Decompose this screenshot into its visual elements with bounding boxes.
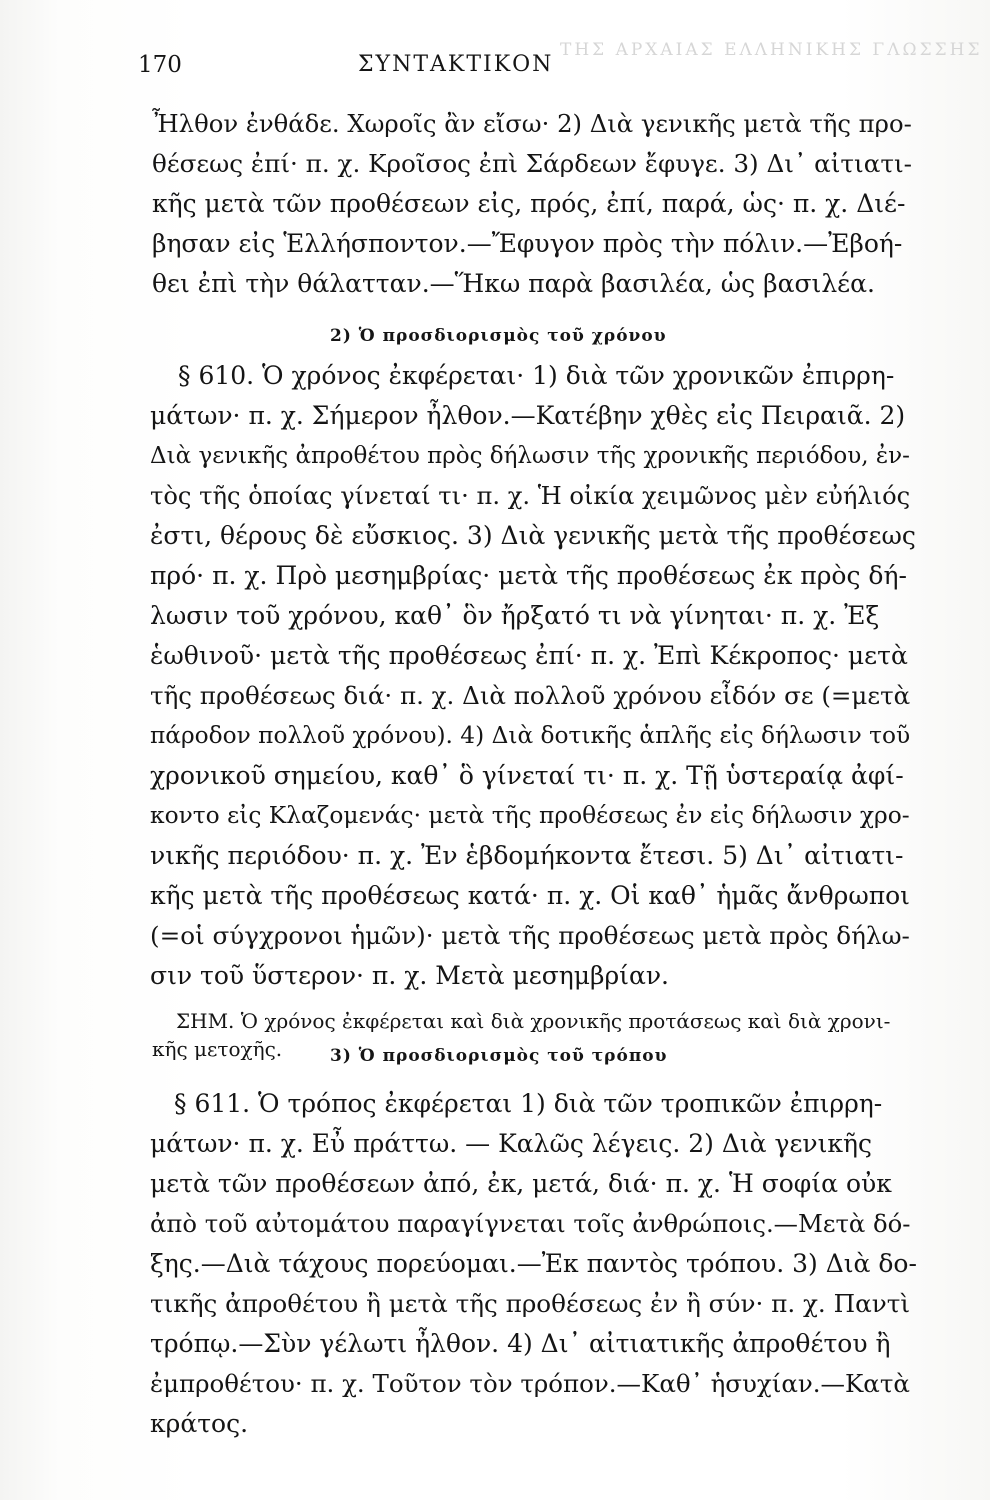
text-line: μάτων· π. χ. Σήμερον ἦλθον.—Κατέβην χθὲς εἰς Πειραιᾶ. 2) xyxy=(150,401,906,430)
text-line: πρό· π. χ. Πρὸ μεσημβρίας· μετὰ τῆς προθέσεως ἐκ πρὸς δή- xyxy=(150,561,907,590)
text-line: πάροδον πολλοῦ χρόνου). 4) Διὰ δοτικῆς ἁπλῆς εἰς δήλωσιν τοῦ xyxy=(150,722,911,749)
text-line: νικῆς περιόδου· π. χ. Ἐν ἑβδομήκοντα ἔτεσι. 5) Δι᾽ αἰτιατι- xyxy=(150,841,904,870)
text-line: ξης.—Διὰ τάχους πορεύομαι.—Ἐκ παντὸς τρόπου. 3) Διὰ δο- xyxy=(150,1249,917,1278)
text-line: ἐστι, θέρους δὲ εὔσκιος. 3) Διὰ γενικῆς μετὰ τῆς προθέσεως xyxy=(150,521,916,550)
text-line: κῆς μετὰ τῆς προθέσεως κατά· π. χ. Οἱ καθ᾽ ἡμᾶς ἄνθρωποι xyxy=(150,881,910,910)
text-line: κῆς μετὰ τῶν προθέσεων εἰς, πρός, ἐπί, παρά, ὡς· π. χ. Διέ- xyxy=(152,189,906,218)
text-line: Ἦλθον ἐνθάδε. Χωροῖς ἂν εἴσω· 2) Διὰ γενικῆς μετὰ τῆς προ- xyxy=(152,109,912,138)
paragraph-610-first-line: § 610. Ὁ χρόνος ἐκφέρεται· 1) διὰ τῶν χρονικῶν ἐπιρρη- xyxy=(178,361,895,390)
text-line: (=οἱ σύγχρονοι ἡμῶν)· μετὰ τῆς προθέσεως μετὰ πρὸς δήλω- xyxy=(150,921,910,950)
text-line: Διὰ γενικῆς ἀπροθέτου πρὸς δήλωσιν τῆς χρονικῆς περιόδου, ἐν- xyxy=(150,443,910,469)
text-line: θει ἐπὶ τὴν θάλατταν.—Ἥκω παρὰ βασιλέα, ὡς βασιλέα. xyxy=(152,269,875,298)
text-line: μάτων· π. χ. Εὖ πράττω. — Καλῶς λέγεις. 2) Διὰ γενικῆς xyxy=(150,1129,873,1158)
bleed-through-text: ΤΗΣ ΑΡΧΑΙΑΣ ΕΛΛΗΝΙΚΗΣ ΓΛΩΣΣΗΣ xyxy=(560,40,983,60)
paragraph-611-first-line: § 611. Ὁ τρόπος ἐκφέρεται 1) διὰ τῶν τροπικῶν ἐπιρρη- xyxy=(174,1089,883,1118)
text-line: ἀπὸ τοῦ αὐτομάτου παραγίγνεται τοῖς ἀνθρώποις.—Μετὰ δό- xyxy=(150,1209,911,1238)
text-line: κράτος. xyxy=(150,1409,249,1438)
text-line: τρόπῳ.—Σὺν γέλωτι ἦλθον. 4) Δι᾽ αἰτιατικῆς ἀπροθέτου ἢ xyxy=(150,1329,891,1358)
text-line: θέσεως ἐπί· π. χ. Κροῖσος ἐπὶ Σάρδεων ἔφυγε. 3) Δι᾽ αἰτιατι- xyxy=(152,149,912,178)
note-line: κῆς μετοχῆς. xyxy=(152,1037,283,1061)
section-heading-time: 2) Ὁ προσδιορισμὸς τοῦ χρόνου xyxy=(330,326,667,346)
text-line: ἐμπροθέτου· π. χ. Τοῦτον τὸν τρόπον.—Καθ᾽ ἡσυχίαν.—Κατὰ xyxy=(150,1369,910,1398)
text-line: τικῆς ἀπροθέτου ἢ μετὰ τῆς προθέσεως ἐν ἢ σύν· π. χ. Παντὶ xyxy=(150,1289,910,1318)
page-number: 170 xyxy=(138,52,182,78)
text-line: τῆς προθέσεως διά· π. χ. Διὰ πολλοῦ χρόνου εἶδόν σε (=μετὰ xyxy=(150,681,911,710)
text-line: σιν τοῦ ὕστερον· π. χ. Μετὰ μεσημβρίαν. xyxy=(150,961,669,990)
text-line: τὸς τῆς ὁποίας γίνεταί τι· π. χ. Ἡ οἰκία χειμῶνος μὲν εὐήλιός xyxy=(150,482,911,510)
page-header xyxy=(138,52,898,88)
text-line: μετὰ τῶν προθέσεων ἀπό, ἐκ, μετά, διά· π. χ. Ἡ σοφία οὐκ xyxy=(150,1169,892,1198)
running-title: ΣΥΝΤΑΚΤΙΚΟΝ xyxy=(358,52,554,77)
section-heading-manner: 3) Ὁ προσδιορισμὸς τοῦ τρόπου xyxy=(330,1046,668,1066)
text-line: κοντο εἰς Κλαζομενάς· μετὰ τῆς προθέσεως ἐν εἰς δήλωσιν χρο- xyxy=(150,802,910,829)
text-line: χρονικοῦ σημείου, καθ᾽ ὃ γίνεταί τι· π. χ. Τῇ ὑστεραίᾳ ἀφί- xyxy=(150,761,904,790)
text-line: λωσιν τοῦ χρόνου, καθ᾽ ὃν ἤρξατό τι νὰ γίνηται· π. χ. Ἐξ xyxy=(150,601,880,630)
text-line: βησαν εἰς Ἑλλήσποντον.—Ἔφυγον πρὸς τὴν πόλιν.—Ἐβοή- xyxy=(152,229,903,258)
text-line: ἑωθινοῦ· μετὰ τῆς προθέσεως ἐπί· π. χ. Ἐπὶ Κέκροπος· μετὰ xyxy=(150,641,908,670)
note-line: ΣΗΜ. Ὁ χρόνος ἐκφέρεται καὶ διὰ χρονικῆς προτάσεως καὶ διὰ χρονι- xyxy=(176,1009,891,1033)
